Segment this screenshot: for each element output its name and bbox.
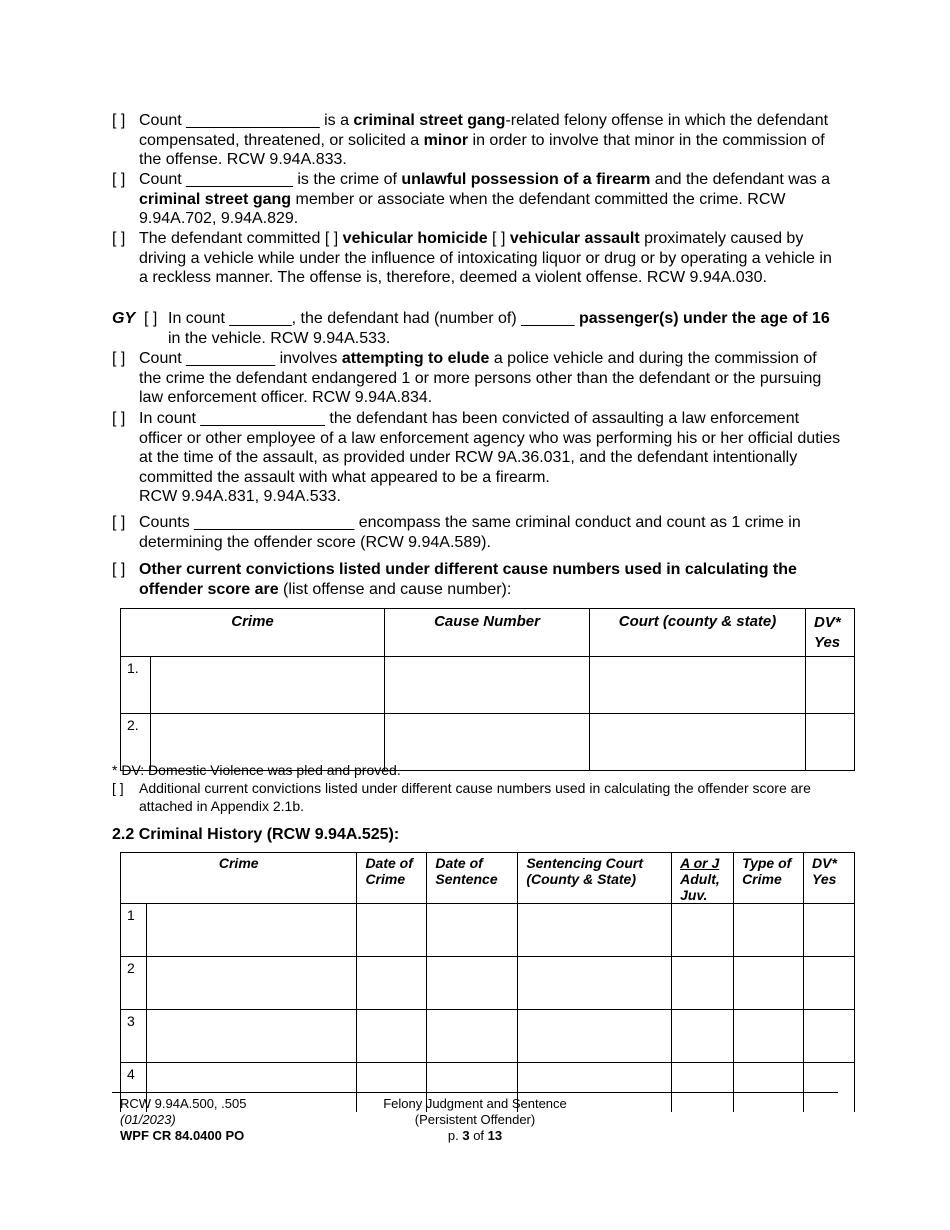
criminal-history-table: [120, 852, 855, 1112]
page-prefix: p.: [447, 1128, 463, 1143]
clause-elude: [112, 349, 842, 408]
clause-text: Count ____________ is the crime of unlawful possession of a firearm and the defendant was a criminal street gang member or associate when the defendant committed the crime. RCW 9.94A.702, 9.94A.829.: [139, 171, 831, 228]
table-row: [121, 1010, 855, 1063]
table-row: [121, 657, 855, 714]
date-of-crime-cell[interactable]: [357, 1010, 427, 1063]
checkbox[interactable]: [ ]: [112, 171, 126, 188]
header-type-of-crime: Type of Crime: [734, 853, 804, 904]
clause-text: Other current convictions listed under different cause numbers used in calculating the offender score are (list offense and cause number):: [139, 561, 797, 598]
clause-same-conduct: [112, 513, 842, 552]
header-crime: Crime: [121, 853, 357, 904]
checkbox[interactable]: [ ]: [112, 780, 124, 796]
dv-cell[interactable]: [804, 1063, 855, 1113]
clause-text: Counts __________________ encompass the same criminal conduct and count as 1 crime in determining the offender score (RCW 9.94A.589).: [139, 514, 801, 551]
header-date-of-sentence: Date of Sentence: [427, 853, 518, 904]
dv-note: [112, 762, 832, 780]
sentencing-court-cell[interactable]: [518, 957, 672, 1010]
footer-form-id: WPF CR 84.0400 PO: [120, 1128, 245, 1143]
row-number: 1.: [121, 657, 151, 714]
header-sentencing-court: Sentencing Court (County & State): [518, 853, 672, 904]
row-number: 4: [121, 1063, 147, 1113]
checkbox[interactable]: [ ]: [112, 112, 126, 129]
sentencing-court-cell[interactable]: [518, 904, 672, 957]
row-number: 2.: [121, 714, 151, 771]
clause-text: Count __________ involves attempting to elude a police vehicle and during the commission of the crime the defendant endangered 1 or more persons other than the defendant or the pursuing law enforcement officer. RCW 9.94A.834.: [139, 350, 822, 407]
adult-juv-cell[interactable]: [672, 1010, 734, 1063]
header-dv: DV* Yes: [804, 853, 855, 904]
row-number: 1: [121, 904, 147, 957]
header-court: Court (county & state): [590, 609, 806, 657]
type-of-crime-cell[interactable]: [734, 1010, 804, 1063]
footer-center: [360, 1096, 590, 1144]
footer-doc-title: Felony Judgment and Sentence: [383, 1096, 567, 1111]
table-row: [121, 904, 855, 957]
clause-text-rcw: RCW 9.94A.831, 9.94A.533.: [139, 488, 341, 506]
header-crime: Crime: [121, 609, 385, 657]
clause-vehicular: [112, 229, 842, 288]
crime-cell[interactable]: [146, 904, 356, 957]
dv-cell[interactable]: [804, 1010, 855, 1063]
additional-convictions-note: [112, 780, 832, 815]
footer-divider: [112, 1092, 838, 1093]
clause-assault-officer: [112, 409, 842, 507]
dv-cell[interactable]: [806, 657, 855, 714]
court-cell[interactable]: [590, 657, 806, 714]
clause-firearm-gang: [112, 170, 842, 229]
crime-cell[interactable]: [151, 657, 385, 714]
dv-cell[interactable]: [804, 957, 855, 1010]
clause-text: Count _______________ is a criminal street gang-related felony offense in which the defendant compensated, threatened, or solicited a minor in order to involve that minor in the commission of the offense. RCW 9.94A.833.: [139, 112, 829, 169]
footer-doc-subtitle: (Persistent Offender): [414, 1112, 536, 1127]
date-of-sentence-cell[interactable]: [427, 957, 518, 1010]
adult-juv-cell[interactable]: [672, 1063, 734, 1113]
adult-juv-cell[interactable]: [672, 957, 734, 1010]
a-or-j: A or J: [680, 855, 720, 871]
dv-cell[interactable]: [804, 904, 855, 957]
adult-juv: Adult, Juv.: [680, 871, 720, 903]
date-of-crime-cell[interactable]: [357, 904, 427, 957]
current-page: 3: [462, 1128, 470, 1143]
header-date-of-crime: Date of Crime: [357, 853, 427, 904]
checkbox[interactable]: [ ]: [112, 561, 126, 578]
crime-cell[interactable]: [146, 957, 356, 1010]
checkbox[interactable]: [ ]: [144, 310, 158, 327]
crime-cell[interactable]: [146, 1010, 356, 1063]
clause-passengers: [112, 309, 842, 348]
type-of-crime-cell[interactable]: [734, 904, 804, 957]
date-of-sentence-cell[interactable]: [427, 904, 518, 957]
header-adult-juv: [672, 853, 734, 904]
checkbox[interactable]: [ ]: [112, 230, 126, 247]
clause-text: In count _______, the defendant had (number of) ______ passenger(s) under the age of 16 in the vehicle. RCW 9.94A.533.: [168, 310, 830, 347]
checkbox[interactable]: [ ]: [112, 350, 126, 367]
page-of: of: [469, 1128, 488, 1143]
cause-number-cell[interactable]: [385, 657, 590, 714]
table-row: [121, 957, 855, 1010]
clause-text: The defendant committed [ ] vehicular homicide [ ] vehicular assault proximately caused by driving a vehicle while under the influence of intoxicating liquor or drug or by operating a vehicle in a reckless manner. The offense is, therefore, deemed a violent offense. RCW 9.94A.030.: [139, 230, 832, 287]
row-number: 3: [121, 1010, 147, 1063]
checkbox[interactable]: [ ]: [112, 514, 126, 531]
additional-note-text: Additional current convictions listed under different cause numbers used in calculating the offender score are attached in Appendix 2.1b.: [139, 780, 811, 814]
table-header-row: [121, 609, 855, 657]
clause-text: In count ______________ the defendant has been convicted of assaulting a law enforcement officer or other employee of a law enforcement agency who was performing his or her official duties at the time of the assault, as provided under RCW 9A.36.031, and the defendant intentionally committed the assault with what appeared to be a firearm.: [139, 410, 841, 486]
section-title: 2.2 Criminal History (RCW 9.94A.525):: [112, 826, 400, 843]
date-of-crime-cell[interactable]: [357, 957, 427, 1010]
footer-left: [120, 1096, 246, 1144]
clause-street-gang-minor: [112, 111, 842, 170]
other-convictions-table: [120, 608, 855, 771]
table-header-row: [121, 853, 855, 904]
type-of-crime-cell[interactable]: [734, 1063, 804, 1113]
sentencing-court-cell[interactable]: [518, 1010, 672, 1063]
checkbox[interactable]: [ ]: [112, 410, 126, 427]
footer-page-number: [360, 1128, 590, 1144]
footer-date: (01/2023): [120, 1112, 176, 1127]
header-cause-number: Cause Number: [385, 609, 590, 657]
footer-rcw: RCW 9.94A.500, .505: [120, 1096, 247, 1111]
clause-other-convictions: [112, 560, 842, 599]
header-dv: DV* Yes: [806, 609, 855, 657]
total-pages: 13: [487, 1128, 503, 1143]
type-of-crime-cell[interactable]: [734, 957, 804, 1010]
row-number: 2: [121, 957, 147, 1010]
adult-juv-cell[interactable]: [672, 904, 734, 957]
dv-note-text: * DV: Domestic Violence was pled and proved.: [112, 762, 401, 778]
gy-label: GY: [112, 310, 136, 327]
date-of-sentence-cell[interactable]: [427, 1010, 518, 1063]
